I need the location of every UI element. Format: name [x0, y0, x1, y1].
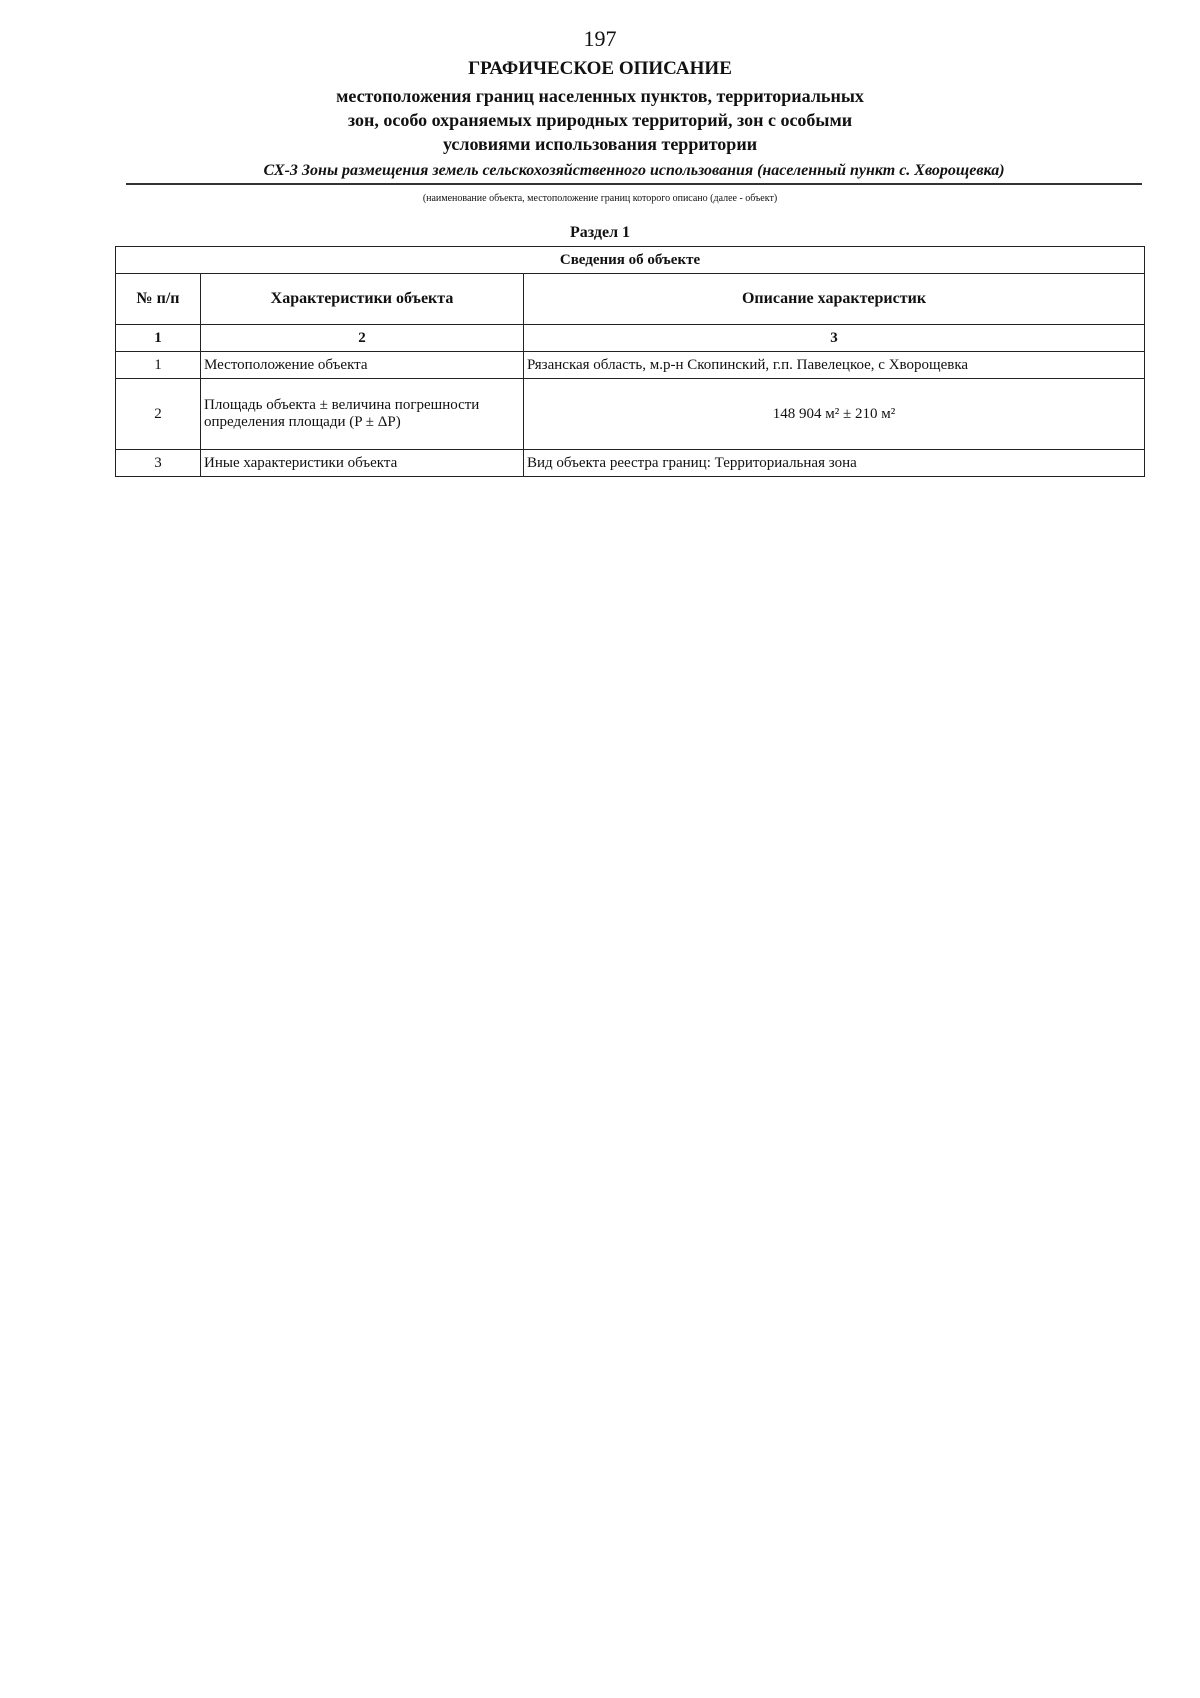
- row-number: 1: [116, 352, 201, 379]
- object-name: СХ-3 Зоны размещения земель сельскохозяйственного использования (населенный пункт с. Хворощевка): [126, 162, 1142, 185]
- table-caption-row: [116, 247, 1145, 274]
- object-caption: (наименование объекта, местоположение границ которого описано (далее - объект): [422, 193, 778, 204]
- subtitle-line: условиями использования территории: [442, 134, 758, 154]
- document-title: ГРАФИЧЕСКОЕ ОПИСАНИЕ: [468, 58, 732, 79]
- row-description: 148 904 м² ± 210 м²: [524, 379, 1145, 450]
- row-description: Вид объекта реестра границ: Территориальная зона: [524, 450, 1145, 477]
- column-number-row: [116, 325, 1145, 352]
- page-number: 197: [583, 26, 617, 51]
- header-characteristic: Характеристики объекта: [201, 274, 524, 325]
- subtitle-line: зон, особо охраняемых природных территорий, зон с особыми: [347, 110, 853, 130]
- subtitle-line: местоположения границ населенных пунктов, территориальных: [336, 86, 864, 106]
- column-number: 1: [116, 325, 201, 352]
- row-number: 3: [116, 450, 201, 477]
- object-info-table: [115, 246, 1145, 477]
- column-number: 2: [201, 325, 524, 352]
- document-subtitle: [0, 84, 1200, 156]
- row-characteristic: Площадь объекта ± величина погрешности определения площади (P ± ΔP): [201, 379, 524, 450]
- table-caption: Сведения об объекте: [116, 247, 1145, 274]
- table-row: [116, 352, 1145, 379]
- row-number: 2: [116, 379, 201, 450]
- table-header-row: [116, 274, 1145, 325]
- section-title: Раздел 1: [569, 224, 631, 241]
- column-number: 3: [524, 325, 1145, 352]
- header-description: Описание характеристик: [524, 274, 1145, 325]
- row-characteristic: Местоположение объекта: [201, 352, 524, 379]
- header-number: № п/п: [116, 274, 201, 325]
- row-characteristic: Иные характеристики объекта: [201, 450, 524, 477]
- table-row: [116, 379, 1145, 450]
- row-description: Рязанская область, м.р-н Скопинский, г.п. Павелецкое, с Хворощевка: [524, 352, 1145, 379]
- table-row: [116, 450, 1145, 477]
